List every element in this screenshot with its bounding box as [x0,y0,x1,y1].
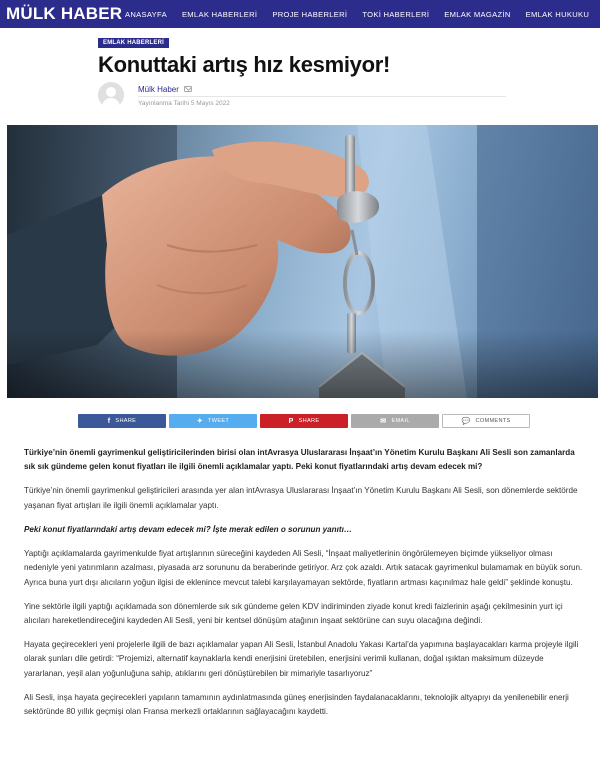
comment-icon: 💬 [461,418,471,425]
nav-item-emlak-haberleri[interactable]: EMLAK HABERLERİ [181,9,258,19]
share-bar [78,414,533,430]
publish-date: Yayınlanma Tarihi 5 Mayıs 2022 [138,100,230,107]
category-badge[interactable]: EMLAK HABERLERİ [98,38,169,48]
envelope-icon: ✉ [380,418,387,425]
hero-image [7,125,598,398]
nav-menu [118,10,597,19]
article-lead: Türkiye’nin önemli gayrimenkul geliştiricilerinden birisi olan intAvrasya Uluslararası İnşaat’ın Yönetim Kurulu Başkanı Ali Sesli son zamanlarda sık sık gündeme gelen konut fiyatları ile ilgili önemli açıklamalar yaptı. Peki konut fiyatlarındaki artış devam edecek mi? [24,448,575,472]
nav-item-proje-haberleri[interactable]: PROJE HABERLERİ [272,9,348,19]
author-avatar[interactable] [98,82,124,108]
mail-icon[interactable] [184,86,192,92]
article-paragraph: Yaptığı açıklamalarda gayrimenkulde fiyat artışlarının süreceğini kaydeden Ali Sesli, “İnşaat maliyetlerinin öngörülemeyen biçimde yükseliyor olması nedeniyle yeni yatırımların azalması, piyasada arz sorununu da beraberinde getiriyor. Arz çok azaldı. Artık satacak gayrimenkul bulamamak en büyük sorun. Ayrıca buna yurt dışı alıcıların yoğun ilgisi de eklenince mevcut talebi karşılayamayan sektörde, fiyatların artması kaçınılmaz hale geldi” şeklinde konuştu. [24,548,583,587]
facebook-share-label: SHARE [115,418,137,424]
article-subheading: Peki konut fiyatlarındaki artış devam edecek mi? İşte merak edilen o sorunun yanıtı… [24,524,352,534]
meta-divider [138,96,506,97]
author-name[interactable]: Mülk Haber [138,85,179,94]
comments-button[interactable] [442,414,530,428]
article-paragraph: Ali Sesli, inşa hayata geçirecekleri yapıların tamamının aydınlatmasında güneş enerjisinden faydalanacaklarını, teknolojik altyapıyı da yenilenebilir enerji sektöründe 80 yıllık geçmişi olan Fransa merkezli ortaklarının sağlayacağını kaydetti. [24,692,569,717]
article-paragraph: Türkiye’nin önemli gayrimenkul geliştiricileri arasında yer alan intAvrasya Uluslararası İnşaat’ın Yönetim Kurulu Başkanı Ali Sesli, son dönemlerde sektörde yaşanan fiyat artışları ile ilgili önemli açıklamalar yaptı. [24,486,578,510]
comments-label: COMMENTS [475,418,511,424]
avatar-body-shape [102,98,120,108]
nav-item-emlak-hukuku[interactable]: EMLAK HUKUKU [525,9,590,19]
hero-illustration [7,125,598,398]
article-paragraph: Hayata geçirecekleri yeni projelerle ilgili de bazı açıklamalar yapan Ali Sesli, İstanbul Anadolu Yakası Kartal’da yapımına başlayacakları karma projeyle ilgili olarak şunları dile getirdi: “Projemizi, alternatif kaynaklarla kendi enerjisini üretebilen, enerjisini verimli kullanan, doğal ışıktan maksimum düzeyde yararlanan, yeşil alan yoğunluğuna sahip, atıklarını geri dönüştürebilen bir mimariyle tasarlıyoruz” [24,640,579,678]
twitter-icon: ✦ [196,418,204,425]
pinterest-share-button[interactable] [260,414,348,428]
twitter-share-button[interactable] [169,414,257,428]
nav-item-anasayfa[interactable]: ANASAYFA [125,9,167,19]
facebook-share-button[interactable] [78,414,166,428]
avatar-head-shape [106,87,116,97]
pinterest-share-label: SHARE [298,418,320,424]
nav-item-emlak-magazin[interactable]: EMLAK MAGAZİN [444,9,511,19]
twitter-share-label: TWEET [208,418,230,424]
email-share-label: EMAIL [391,418,410,424]
article-title: Konuttaki artış hız kesmiyor! [98,52,391,77]
pinterest-icon: P [288,417,294,425]
site-logo[interactable]: MÜLK HABER [6,4,123,23]
top-navigation [0,0,600,28]
email-share-button[interactable] [351,414,439,428]
article-paragraph: Yine sektörle ilgili yaptığı açıklamada son dönemlerde sık sık gündeme gelen KDV indiriminden ziyade konut kredi faizlerinin aşağı çekilmesinin yurt içi alıcıları hareketlendireceğini kaydeden Ali Sesli, yeni bir kentsel dönüşüm atağının inşaat sektörüne can suyu olacağına değindi. [24,601,563,626]
nav-item-toki-haberleri[interactable]: TOKİ HABERLERİ [362,9,430,19]
article-body [24,446,584,729]
facebook-icon: f [107,417,111,425]
